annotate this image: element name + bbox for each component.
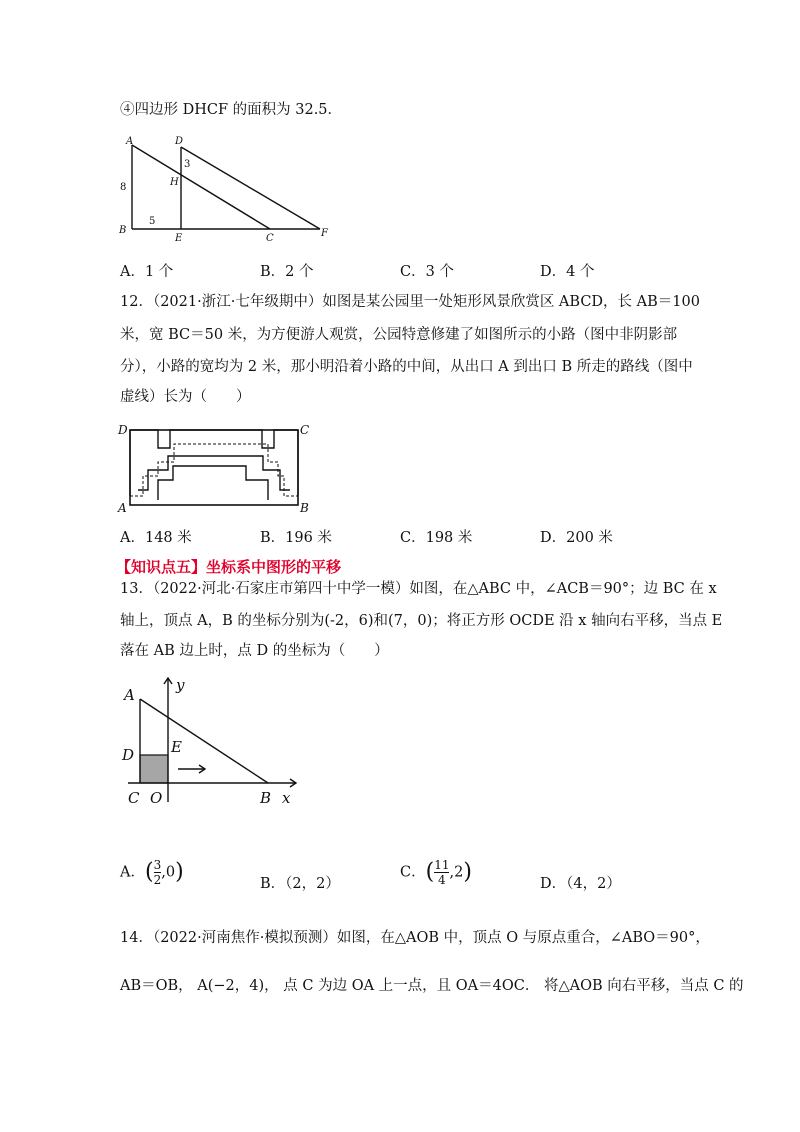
q11-statement-4: ④四边形 DHCF 的面积为 32.5．: [120, 102, 343, 118]
q13-option-a-fraction: $\frac{3}{2}$: [153, 858, 162, 887]
q11-label-a: A: [126, 136, 134, 147]
q11-label-e: E: [175, 233, 183, 244]
q13-label-c: C: [128, 789, 140, 807]
q11-label-d: D: [175, 136, 184, 147]
q13-option-a[interactable]: A．( $\frac{3}{2}$ ,0): [120, 858, 184, 887]
q12-outer-rectangle: [130, 430, 298, 505]
q12-option-c[interactable]: C．198 米: [400, 530, 473, 546]
q13-option-c[interactable]: C．( $\frac{11}{4}$ ,2): [400, 858, 472, 887]
q12-label-b: B: [300, 501, 309, 515]
q13-label-e: E: [171, 738, 182, 756]
q13-line-1: 13．（2022·河北·石家庄市第四十中学一模）如图，在△ABC 中，∠ACB＝90°；边 BC 在 x: [120, 581, 717, 597]
q12-figure: [118, 420, 318, 515]
q13-option-d[interactable]: D．（4，2）: [540, 876, 621, 892]
q13-label-d: D: [122, 746, 135, 764]
q13-option-c-fraction: $\frac{11}{4}$: [434, 858, 450, 887]
q12-label-d: D: [118, 423, 128, 437]
q12-option-d[interactable]: D．200 米: [540, 530, 613, 546]
q12-label-c: C: [300, 423, 310, 437]
q14-line-1: 14．（2022·河南焦作·模拟预测）如图，在△AOB 中，顶点 O 与原点重合，∠ABO＝90°，: [120, 930, 710, 946]
q12-option-b[interactable]: B．196 米: [260, 530, 332, 546]
q12-line-1: 12．（2021·浙江·七年级期中）如图是某公园里一处矩形风景欣赏区 ABCD，长 AB＝100: [120, 294, 700, 310]
q13-label-b: B: [260, 789, 272, 807]
q13-label-x: x: [282, 789, 291, 807]
q13-label-y: y: [176, 676, 185, 694]
q11-label-b: B: [119, 225, 127, 236]
section-heading: 【知识点五】坐标系中图形的平移: [116, 558, 342, 576]
q11-label-h: H: [170, 177, 179, 188]
q12-option-a[interactable]: A．148 米: [120, 530, 192, 546]
q12-line-4: 虚线）长为（ ）: [120, 389, 251, 405]
q12-upper-shaded-boundary: [130, 430, 298, 448]
q13-figure: [118, 672, 308, 812]
q13-line-2: 轴上，顶点 A，B 的坐标分别为(-2，6)和(7，0)；将正方形 OCDE 沿 x 轴向右平移，当点 E: [120, 613, 723, 629]
q13-option-c-prefix: C．: [400, 864, 426, 881]
q11-label-ab-length: 8: [120, 182, 127, 193]
q11-option-b[interactable]: B．2 个: [260, 264, 314, 280]
q11-option-a[interactable]: A．1 个: [120, 264, 174, 280]
q11-label-f: F: [321, 228, 328, 239]
q14-line-2: AB＝OB， A(−2，4)， 点 C 为边 OA 上一点，且 OA＝4OC． 将△AOB 向右平移，当点 C 的: [120, 978, 744, 994]
q11-option-d[interactable]: D．4 个: [540, 264, 595, 280]
q12-line-3: 分），小路的宽均为 2 米，那小明沿着小路的中间，从出口 A 到出口 B 所走的路线（图中: [120, 359, 693, 375]
q13-option-a-prefix: A．: [120, 864, 145, 881]
q13-label-o: O: [150, 789, 163, 807]
q13-option-b[interactable]: B．（2，2）: [260, 876, 340, 892]
q11-label-dh-length: 3: [184, 159, 191, 170]
q11-label-c: C: [266, 233, 274, 244]
q11-label-be-length: 5: [149, 216, 156, 227]
q12-line-2: 米，宽 BC＝50 米，为方便游人观赏，公园特意修建了如图所示的小路（图中非阴影部: [120, 327, 678, 343]
q13-label-a: A: [124, 686, 135, 704]
q12-label-a: A: [118, 501, 127, 515]
q13-square-ocde: [140, 755, 168, 783]
q11-option-c[interactable]: C．3 个: [400, 264, 454, 280]
q13-line-3: 落在 AB 边上时，点 D 的坐标为（ ）: [120, 643, 389, 659]
q11-figure: [118, 135, 338, 245]
q12-lower-shaded-boundary: [158, 466, 268, 500]
